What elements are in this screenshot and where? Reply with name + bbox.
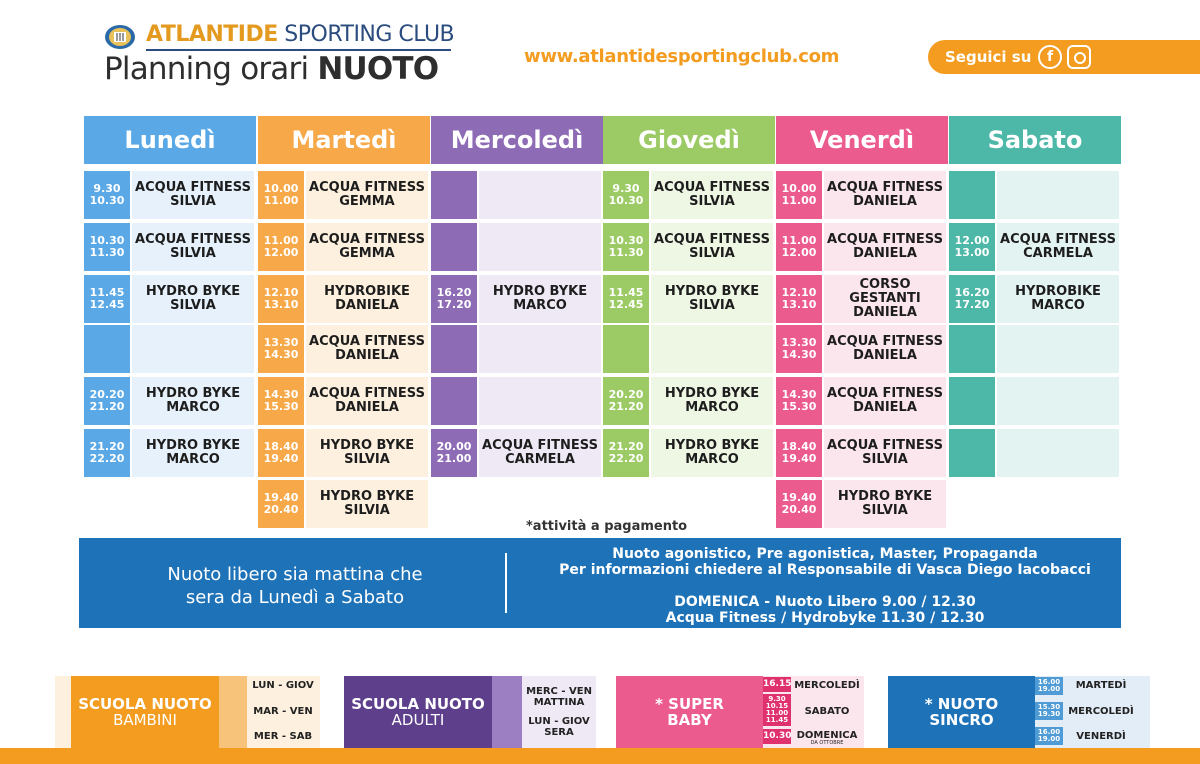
time-end: 20.40 — [781, 503, 817, 516]
activity-name: HYDRO BYKE — [319, 438, 415, 453]
time-start: 9.30 — [612, 182, 640, 195]
instructor-name: SILVIA — [862, 452, 908, 467]
activity-name: HYDRO BYKE — [145, 284, 241, 299]
activity-cell — [132, 377, 254, 425]
instructor-name: MARCO — [685, 452, 739, 467]
time-end: 20.40 — [263, 503, 299, 516]
instructor-name: SILVIA — [170, 246, 216, 261]
sincro-day-2: MERCOLEDÌ — [1068, 706, 1134, 717]
superbaby-day-1: MERCOLEDÌ — [794, 680, 860, 691]
activity-cell — [997, 377, 1119, 425]
course-adulti-sub: ADULTI — [391, 711, 445, 729]
time-cell — [603, 171, 649, 219]
course-superbaby-title — [616, 676, 763, 748]
time-start: 11.45 — [89, 286, 125, 299]
course-adulti-title — [344, 676, 492, 748]
time-start: 20.20 — [608, 388, 644, 401]
time-end: 21.00 — [436, 452, 472, 465]
time-cell — [603, 325, 649, 373]
time-cell — [431, 223, 477, 271]
time-cell — [776, 171, 822, 219]
day-header-venerdi: Venerdì — [776, 116, 948, 164]
time-start: 20.20 — [89, 388, 125, 401]
day-header-sabato: Sabato — [949, 116, 1121, 164]
follow-label: Seguici su — [945, 48, 1032, 66]
instructor-name: DANIELA — [335, 348, 399, 363]
activity-cell — [132, 171, 254, 219]
title-light: Planning orari — [104, 51, 309, 87]
activity-name: ACQUA FITNESS — [309, 232, 425, 247]
instructor-name: DANIELA — [853, 246, 917, 261]
activity-name: HYDRO BYKE — [837, 489, 933, 504]
superbaby-day-2: SABATO — [804, 706, 850, 717]
free-swim-line1: Nuoto libero sia mattina che — [167, 564, 423, 585]
activity-cell — [997, 325, 1119, 373]
time-end: 21.20 — [89, 400, 125, 413]
activity-cell — [306, 377, 428, 425]
time-cell — [84, 275, 130, 323]
time-cell — [84, 377, 130, 425]
course-adulti-accent — [492, 676, 522, 748]
instructor-name: SILVIA — [689, 194, 735, 209]
activity-name: ACQUA FITNESS — [827, 334, 943, 349]
time-end: 10.30 — [89, 194, 125, 207]
activity-cell — [651, 171, 773, 219]
day-header-mercoledi: Mercoledì — [431, 116, 603, 164]
instructor-name: DANIELA — [853, 400, 917, 415]
instructor-name: SILVIA — [862, 503, 908, 518]
time-cell — [258, 275, 304, 323]
activity-cell — [651, 223, 773, 271]
course-adulti-time-1: MATTINA — [533, 697, 585, 708]
superbaby-day-3: DOMENICA — [796, 730, 858, 741]
activity-cell — [479, 325, 601, 373]
instructor-name: MARCO — [166, 452, 220, 467]
superbaby-time-2a: 9.30 — [768, 695, 786, 703]
activity-name: ACQUA FITNESS — [309, 334, 425, 349]
activity-name: ACQUA FITNESS — [827, 232, 943, 247]
instructor-name: GEMMA — [339, 194, 395, 209]
instructor-name: DANIELA — [335, 298, 399, 313]
instructor-name: DANIELA — [335, 400, 399, 415]
activity-name: ACQUA FITNESS — [827, 438, 943, 453]
activity-cell — [997, 275, 1119, 323]
activity-cell — [824, 480, 946, 528]
time-cell — [431, 325, 477, 373]
activity-name: HYDRO BYKE — [664, 284, 760, 299]
instructor-name: SILVIA — [344, 503, 390, 518]
time-cell — [258, 480, 304, 528]
time-start: 12.10 — [263, 286, 299, 299]
activity-cell — [479, 275, 601, 323]
course-adulti-time-2: SERA — [544, 727, 574, 738]
activity-cell — [651, 275, 773, 323]
time-start: 10.30 — [608, 234, 644, 247]
time-cell — [258, 223, 304, 271]
time-start: 10.30 — [89, 234, 125, 247]
superbaby-time-3: 10.30 — [763, 729, 791, 744]
activity-name: ACQUA FITNESS — [1000, 232, 1116, 247]
time-start: 11.00 — [263, 234, 299, 247]
time-cell — [603, 429, 649, 477]
brand-name — [146, 22, 454, 47]
instagram-icon[interactable] — [1067, 45, 1091, 69]
time-end: 14.30 — [781, 348, 817, 361]
activity-name: HYDRO BYKE — [664, 438, 760, 453]
instructor-name: MARCO — [1031, 298, 1085, 313]
time-end: 19.40 — [263, 452, 299, 465]
time-cell — [258, 325, 304, 373]
activity-cell — [306, 429, 428, 477]
time-cell — [258, 377, 304, 425]
time-cell — [776, 223, 822, 271]
day-header-giovedi: Giovedì — [603, 116, 775, 164]
time-end: 22.20 — [89, 452, 125, 465]
activity-cell — [824, 377, 946, 425]
day-header-martedi: Martedì — [258, 116, 430, 164]
superbaby-time-2c: 11.00 — [765, 709, 789, 717]
time-end: 10.30 — [608, 194, 644, 207]
sincro-time-1a: 16.00 — [1037, 678, 1061, 686]
facebook-glyph: f — [1046, 49, 1054, 65]
course-adulti-day-1: MERC - VEN — [526, 686, 592, 697]
banner-divider — [505, 553, 507, 613]
activity-cell — [824, 275, 946, 323]
time-start: 18.40 — [263, 440, 299, 453]
instructor-name: SILVIA — [170, 298, 216, 313]
time-cell — [603, 223, 649, 271]
time-end: 17.20 — [954, 298, 990, 311]
activity-cell — [997, 429, 1119, 477]
activity-cell — [306, 480, 428, 528]
activity-cell — [306, 223, 428, 271]
activity-cell — [132, 325, 254, 373]
course-sincro-sub: SINCRO — [929, 711, 994, 729]
instructor-name: CARMELA — [1023, 246, 1093, 261]
activity-cell — [824, 325, 946, 373]
time-end: 12.45 — [89, 298, 125, 311]
time-end: 12.00 — [263, 246, 299, 259]
facebook-icon[interactable] — [1038, 45, 1062, 69]
time-cell — [431, 429, 477, 477]
activity-cell — [479, 171, 601, 219]
instructor-name: CARMELA — [505, 452, 575, 467]
instructor-name: SILVIA — [689, 246, 735, 261]
activity-cell — [824, 171, 946, 219]
instructor-name: MARCO — [166, 400, 220, 415]
time-start: 12.10 — [781, 286, 817, 299]
superbaby-day-3-note: DA OTTOBRE — [810, 740, 844, 746]
competitive-line1: Nuoto agonistico, Pre agonistica, Master, Propaganda — [612, 546, 1038, 562]
page-title — [104, 51, 438, 87]
course-bambini-day-3: MER - SAB — [253, 731, 313, 742]
instructor-name: MARCO — [685, 400, 739, 415]
activity-cell — [479, 223, 601, 271]
time-cell — [84, 223, 130, 271]
time-cell — [431, 275, 477, 323]
sincro-times-3 — [1035, 727, 1063, 745]
time-cell — [776, 429, 822, 477]
time-end: 13.10 — [781, 298, 817, 311]
course-adulti-schedule-1 — [524, 686, 594, 708]
time-cell — [84, 325, 130, 373]
time-end: 13.00 — [954, 246, 990, 259]
time-cell — [949, 275, 995, 323]
time-cell — [776, 480, 822, 528]
time-cell — [84, 429, 130, 477]
time-cell — [603, 275, 649, 323]
time-start: 21.20 — [608, 440, 644, 453]
time-start: 14.30 — [781, 388, 817, 401]
time-start: 16.20 — [436, 286, 472, 299]
instructor-name: GEMMA — [339, 246, 395, 261]
time-end: 13.10 — [263, 298, 299, 311]
course-bambini-title — [71, 676, 219, 748]
free-swim-info — [145, 563, 445, 609]
activity-cell — [306, 171, 428, 219]
course-bambini-accent — [219, 676, 247, 748]
activity-cell — [824, 223, 946, 271]
time-start: 13.30 — [781, 336, 817, 349]
activity-name: CORSO GESTANTI — [849, 277, 921, 306]
time-start: 12.00 — [954, 234, 990, 247]
sincro-times-1 — [1035, 677, 1063, 695]
time-cell — [603, 377, 649, 425]
course-bambini-day-2: MAR - VEN — [253, 706, 313, 717]
instructor-name: DANIELA — [853, 194, 917, 209]
activity-cell — [479, 377, 601, 425]
time-cell — [431, 377, 477, 425]
time-start: 10.00 — [263, 182, 299, 195]
sincro-time-2a: 15.30 — [1037, 703, 1061, 711]
course-sincro-name: * NUOTO — [924, 695, 999, 713]
course-bambini-name: SCUOLA NUOTO — [78, 695, 212, 713]
time-start: 19.40 — [263, 491, 299, 504]
activity-name: ACQUA FITNESS — [827, 386, 943, 401]
time-start: 14.30 — [263, 388, 299, 401]
superbaby-times-2 — [763, 694, 791, 726]
activity-name: ACQUA FITNESS — [309, 386, 425, 401]
time-cell — [776, 377, 822, 425]
free-swim-line2: sera da Lunedì a Sabato — [185, 587, 405, 608]
time-cell — [949, 377, 995, 425]
superbaby-time-2b: 10.15 — [765, 702, 789, 710]
activity-cell — [132, 275, 254, 323]
time-cell — [258, 429, 304, 477]
time-cell — [84, 171, 130, 219]
time-start: 10.00 — [781, 182, 817, 195]
instructor-name: DANIELA — [853, 348, 917, 363]
sincro-day-1: MARTEDÌ — [1075, 680, 1127, 691]
time-end: 12.00 — [781, 246, 817, 259]
time-start: 11.45 — [608, 286, 644, 299]
time-cell — [776, 275, 822, 323]
activity-cell — [306, 275, 428, 323]
club-logo-icon — [104, 24, 136, 50]
brand-sub: SPORTING CLUB — [284, 22, 455, 47]
activity-cell — [651, 377, 773, 425]
day-header-lunedi: Lunedì — [84, 116, 256, 164]
time-end: 21.20 — [608, 400, 644, 413]
time-start: 20.00 — [436, 440, 472, 453]
course-bambini-sub: BAMBINI — [113, 711, 177, 729]
time-cell — [949, 325, 995, 373]
activity-name: HYDROBIKE — [1015, 284, 1101, 299]
sincro-day-3: VENERDÌ — [1076, 731, 1126, 742]
competitive-info — [540, 546, 1110, 626]
time-start: 16.20 — [954, 286, 990, 299]
time-end: 15.30 — [781, 400, 817, 413]
time-cell — [949, 171, 995, 219]
website-link[interactable]: www.atlantidesportingclub.com — [524, 46, 840, 67]
time-end: 11.00 — [781, 194, 817, 207]
time-end: 15.30 — [263, 400, 299, 413]
instructor-name: SILVIA — [344, 452, 390, 467]
course-adulti-day-2: LUN - GIOV — [528, 716, 590, 727]
activity-cell — [306, 325, 428, 373]
activity-name: HYDRO BYKE — [664, 386, 760, 401]
activity-name: ACQUA FITNESS — [135, 180, 251, 195]
superbaby-day-3-wrap — [792, 731, 862, 746]
course-sincro-title — [888, 676, 1035, 748]
time-end: 11.00 — [263, 194, 299, 207]
activity-name: ACQUA FITNESS — [827, 180, 943, 195]
activity-cell — [651, 325, 773, 373]
sunday-line1: DOMENICA - Nuoto Libero 9.00 / 12.30 — [674, 594, 976, 610]
time-start: 21.20 — [89, 440, 125, 453]
time-cell — [949, 223, 995, 271]
activity-name: ACQUA FITNESS — [654, 232, 770, 247]
time-end: 11.30 — [608, 246, 644, 259]
time-cell — [258, 171, 304, 219]
time-start: 13.30 — [263, 336, 299, 349]
activity-name: HYDRO BYKE — [145, 438, 241, 453]
instructor-name: SILVIA — [170, 194, 216, 209]
instructor-name: DANIELA — [853, 305, 917, 320]
competitive-line2: Per informazioni chiedere al Responsabile di Vasca Diego Iacobacci — [559, 562, 1091, 578]
activity-cell — [997, 171, 1119, 219]
bottom-strip — [0, 748, 1200, 764]
activity-cell — [997, 223, 1119, 271]
sincro-time-3b: 19.00 — [1037, 735, 1061, 743]
activity-name: ACQUA FITNESS — [482, 438, 598, 453]
sincro-time-2b: 19.30 — [1037, 710, 1061, 718]
activity-cell — [479, 429, 601, 477]
course-superbaby-sub: BABY — [667, 711, 712, 729]
sincro-times-2 — [1035, 702, 1063, 720]
instructor-name: MARCO — [513, 298, 567, 313]
activity-name: ACQUA FITNESS — [654, 180, 770, 195]
activity-cell — [132, 429, 254, 477]
time-start: 18.40 — [781, 440, 817, 453]
activity-name: HYDRO BYKE — [492, 284, 588, 299]
time-start: 11.00 — [781, 234, 817, 247]
activity-cell — [824, 429, 946, 477]
time-end: 19.40 — [781, 452, 817, 465]
sunday-line2: Acqua Fitness / Hydrobyke 11.30 / 12.30 — [665, 610, 985, 626]
activity-name: ACQUA FITNESS — [309, 180, 425, 195]
course-superbaby-name: * SUPER — [655, 695, 724, 713]
activity-name: ACQUA FITNESS — [135, 232, 251, 247]
title-bold: NUOTO — [317, 51, 439, 87]
superbaby-time-1: 16.15 — [763, 677, 791, 692]
time-end: 17.20 — [436, 298, 472, 311]
brand-main: ATLANTIDE — [146, 22, 278, 47]
activity-cell — [132, 223, 254, 271]
time-start: 9.30 — [93, 182, 121, 195]
superbaby-time-2d: 11.45 — [765, 716, 789, 724]
activity-name: HYDRO BYKE — [319, 489, 415, 504]
time-end: 12.45 — [608, 298, 644, 311]
instructor-name: SILVIA — [689, 298, 735, 313]
time-cell — [949, 429, 995, 477]
time-end: 11.30 — [89, 246, 125, 259]
activity-cell — [651, 429, 773, 477]
time-end: 14.30 — [263, 348, 299, 361]
activity-name: HYDRO BYKE — [145, 386, 241, 401]
time-cell — [431, 171, 477, 219]
sincro-time-1b: 19.00 — [1037, 685, 1061, 693]
time-cell — [776, 325, 822, 373]
course-adulti-schedule-2 — [524, 716, 594, 738]
course-adulti-name: SCUOLA NUOTO — [351, 695, 485, 713]
course-bambini-day-1: LUN - GIOV — [252, 680, 314, 691]
activity-name: HYDROBIKE — [324, 284, 410, 299]
time-end: 22.20 — [608, 452, 644, 465]
paid-activity-note: *attività a pagamento — [526, 519, 688, 534]
sincro-time-3a: 16.00 — [1037, 728, 1061, 736]
time-start: 19.40 — [781, 491, 817, 504]
